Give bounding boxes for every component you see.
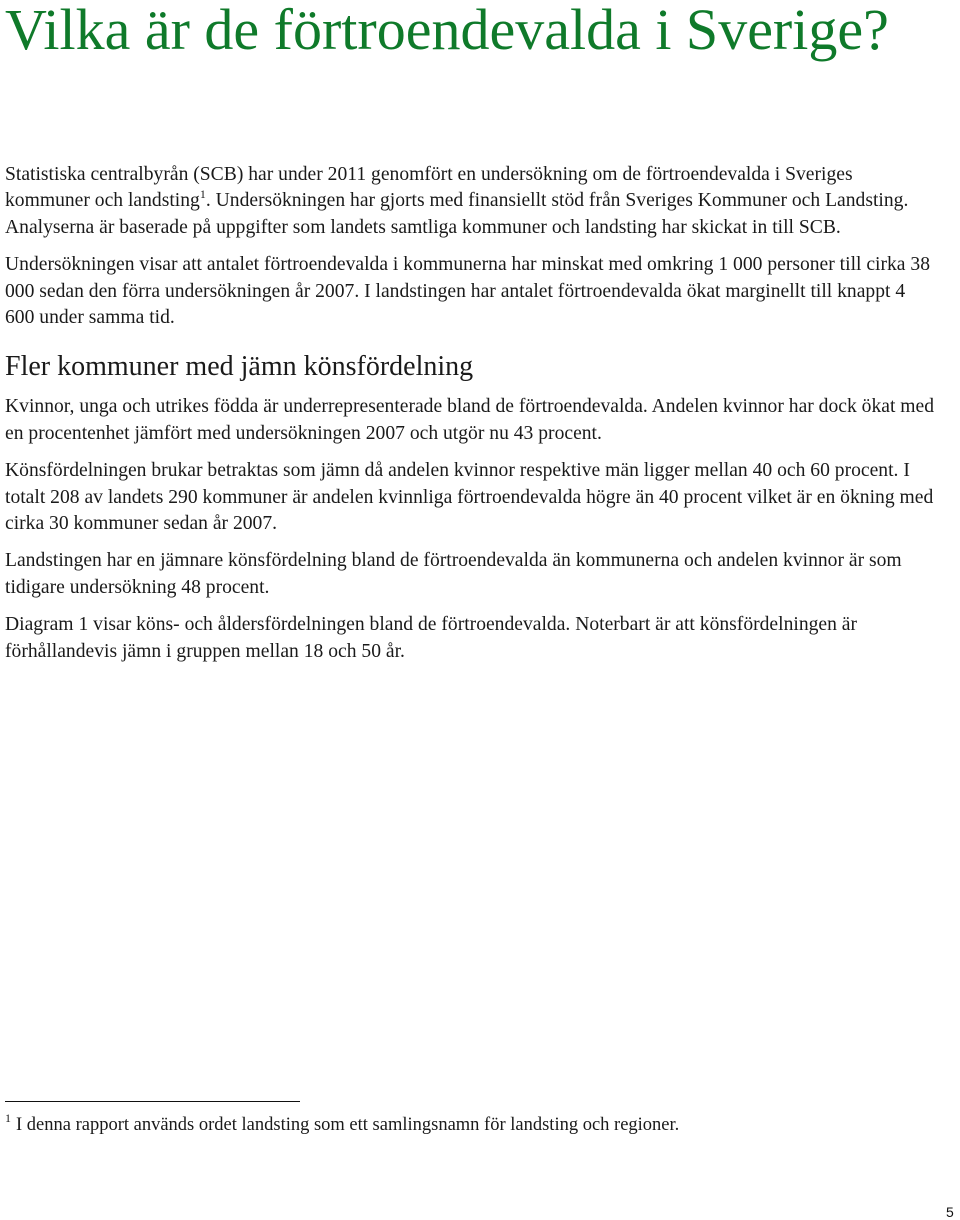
footnote-reference: 1: [199, 187, 206, 202]
section-paragraph-2: Könsfördelningen brukar betraktas som jämn då andelen kvinnor respektive män ligger mellan 40 och 60 procent. I totalt 208 av landets 290 kommuner är andelen kvinnliga förtroendevalda högre än 40 procent vilket är en ökning med cirka 30 kommuner sedan år 2007.: [5, 460, 934, 535]
footnote-number: 1: [5, 1111, 11, 1125]
footnote: [5, 1113, 725, 1138]
page-number: 5: [946, 1204, 954, 1220]
intro-paragraph-1-text-a: Statistiska centralbyrån (SCB) har under 2011 genomfört en undersökning om de förtroendevalda i Sveriges kommuner och landsting: [5, 164, 853, 212]
section-paragraph-3: Landstingen har en jämnare könsfördelning bland de förtroendevalda än kommunerna och andelen kvinnor är som tidigare undersökning 48 procent.: [5, 550, 902, 598]
intro-paragraph-1-text-b: . Undersökningen har gjorts med finansiellt stöd från Sveriges Kommuner och Landsting. Analyserna är baserade på uppgifter som landets samtliga kommuner och landsting har skickat in till SCB.: [5, 190, 909, 238]
document-body: [5, 162, 935, 676]
footnote-text: I denna rapport används ordet landsting som ett samlingsnamn för landsting och regioner.: [16, 1115, 680, 1135]
footnote-divider: [5, 1101, 300, 1102]
page-title: Vilka är de förtroendevalda i Sverige?: [5, 0, 889, 62]
intro-paragraph-1: [5, 162, 935, 241]
section-paragraph-4: Diagram 1 visar köns- och åldersfördelningen bland de förtroendevalda. Noterbart är att könsfördelningen är förhållandevis jämn i gruppen mellan 18 och 50 år.: [5, 614, 858, 662]
section-paragraph-1: Kvinnor, unga och utrikes födda är underrepresenterade bland de förtroendevalda. Andelen kvinnor har dock ökat med en procentenhet jämfört med undersökningen 2007 och utgör nu 43 procent.: [5, 396, 935, 444]
intro-paragraph-2: Undersökningen visar att antalet förtroendevalda i kommunerna har minskat med omkring 1 000 personer till cirka 38 000 sedan den förra undersökningen år 2007. I landstingen har antalet förtroendevalda ökat marginellt till knappt 4 600 under samma tid.: [5, 254, 931, 329]
section-heading: Fler kommuner med jämn könsfördelning: [5, 351, 474, 383]
